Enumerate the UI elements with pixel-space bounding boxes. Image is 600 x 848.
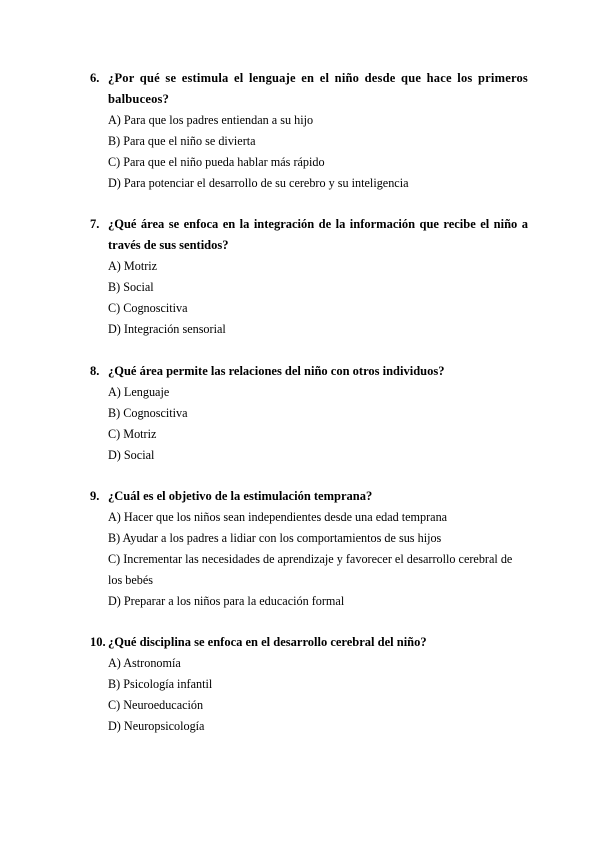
question-6-row: [90, 68, 528, 110]
question-6-option-c: C) Para que el niño pueda hablar más rápido: [108, 155, 325, 169]
question-10-options: [90, 653, 528, 737]
question-6-options: [90, 110, 528, 194]
question-9-option-b: B) Ayudar a los padres a lidiar con los comportamientos de sus hijos: [108, 531, 442, 545]
question-9-row: [90, 486, 528, 507]
question-8: [90, 361, 528, 466]
question-7-option-a: A) Motriz: [108, 259, 158, 273]
question-6: [90, 68, 528, 194]
question-8-option-b: B) Cognoscitiva: [108, 406, 188, 420]
question-10-option-c: C) Neuroeducación: [108, 698, 204, 712]
question-7-text: ¿Qué área se enfoca en la integración de la información que recibe el niño a través de sus sentidos?: [108, 217, 528, 252]
question-8-number: 8.: [90, 364, 100, 378]
question-9-option-d: D) Preparar a los niños para la educación formal: [108, 594, 345, 608]
question-8-option-a: A) Lenguaje: [108, 385, 170, 399]
question-9-text: ¿Cuál es el objetivo de la estimulación temprana?: [108, 489, 373, 503]
question-7-option-d: D) Integración sensorial: [108, 322, 226, 336]
question-7-options: [90, 256, 528, 340]
question-10: [90, 632, 528, 737]
question-10-option-d: D) Neuropsicología: [108, 719, 205, 733]
question-8-options: [90, 382, 528, 466]
question-10-text: ¿Qué disciplina se enfoca en el desarrollo cerebral del niño?: [108, 635, 427, 649]
question-8-option-d: D) Social: [108, 448, 155, 462]
question-10-option-a: A) Astronomía: [108, 656, 181, 670]
question-7: [90, 214, 528, 340]
question-9-options: [90, 507, 528, 612]
question-6-option-a: A) Para que los padres entiendan a su hijo: [108, 113, 314, 127]
question-7-option-b: B) Social: [108, 280, 154, 294]
question-6-number: 6.: [90, 71, 100, 85]
question-9-number: 9.: [90, 489, 100, 503]
question-10-row: [90, 632, 528, 653]
question-10-number: 10.: [90, 635, 106, 649]
question-8-row: [90, 361, 528, 382]
question-9: [90, 486, 528, 612]
question-7-option-c: C) Cognoscitiva: [108, 301, 188, 315]
question-7-row: [90, 214, 528, 256]
question-6-text: ¿Por qué se estimula el lenguaje en el niño desde que hace los primeros balbuceos?: [108, 71, 528, 106]
question-7-number: 7.: [90, 217, 100, 231]
question-8-text: ¿Qué área permite las relaciones del niño con otros individuos?: [108, 364, 445, 378]
question-6-option-b: B) Para que el niño se divierta: [108, 134, 256, 148]
question-9-option-c: C) Incrementar las necesidades de aprendizaje y favorecer el desarrollo cerebral de los bebés: [108, 552, 513, 587]
question-9-option-a: A) Hacer que los niños sean independientes desde una edad temprana: [108, 510, 448, 524]
question-6-option-d: D) Para potenciar el desarrollo de su cerebro y su inteligencia: [108, 176, 409, 190]
question-8-option-c: C) Motriz: [108, 427, 157, 441]
question-10-option-b: B) Psicología infantil: [108, 677, 213, 691]
